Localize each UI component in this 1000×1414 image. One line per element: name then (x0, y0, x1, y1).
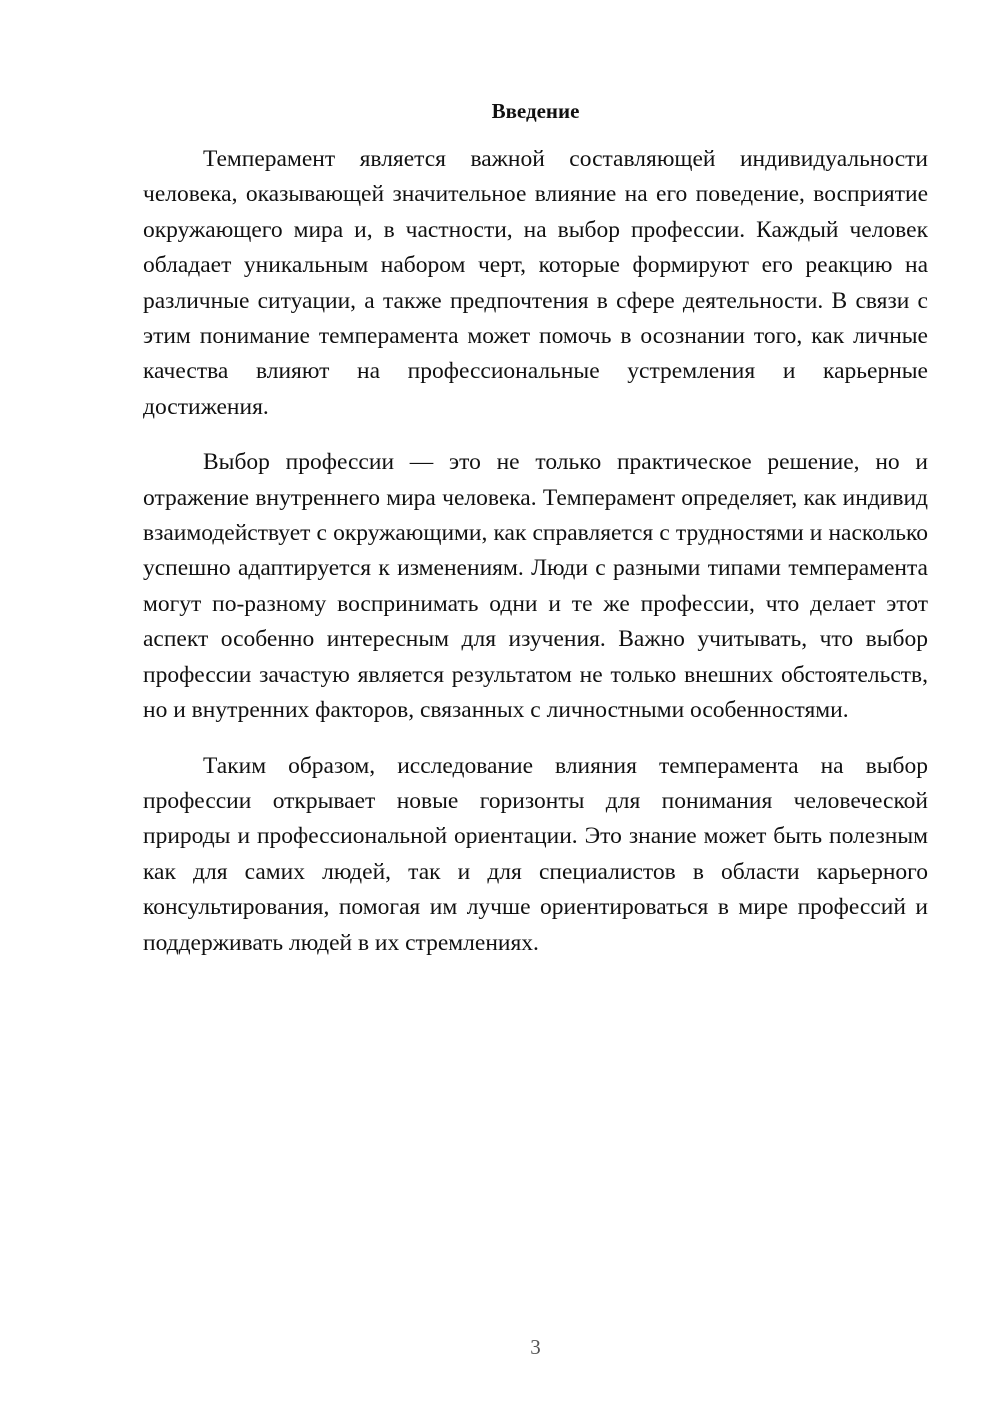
paragraph-3: Таким образом, исследование влияния темперамента на выбор профессии открывает новые горизонты для понимания человеческой природы и профессиональной ориентации. Это знание может быть полезным как для самих людей, так и для специалистов в области карьерного консультирования, помогая им лучше ориентироваться в мире профессий и поддерживать людей в их стремлениях. (143, 752, 928, 956)
body-text (143, 142, 928, 981)
paragraph-1: Темперамент является важной составляющей индивидуальности человека, оказывающей значительное влияние на его поведение, восприятие окружающего мира и, в частности, на выбор профессии. Каждый человек обладает уникальным набором черт, которые формируют его реакцию на различные ситуации, а также предпочтения в сфере деятельности. В связи с этим понимание темперамента может помочь в осознании того, как личные качества влияют на профессиональные устремления и карьерные достижения. (143, 146, 928, 420)
section-heading: Введение (491, 99, 580, 123)
page-number: 3 (530, 1335, 541, 1359)
paragraph-2: Выбор профессии — это не только практическое решение, но и отражение внутреннего мира человека. Темперамент определяет, как индивид взаимодействует с окружающими, как справляется с трудностями и насколько успешно адаптируется к изменениям. Люди с разными типами темперамента могут по-разному воспринимать одни и те же профессии, что делает этот аспект особенно интересным для изучения. Важно учитывать, что выбор профессии зачастую является результатом не только внешних обстоятельств, но и внутренних факторов, связанных с личностными особенностями. (143, 449, 928, 724)
